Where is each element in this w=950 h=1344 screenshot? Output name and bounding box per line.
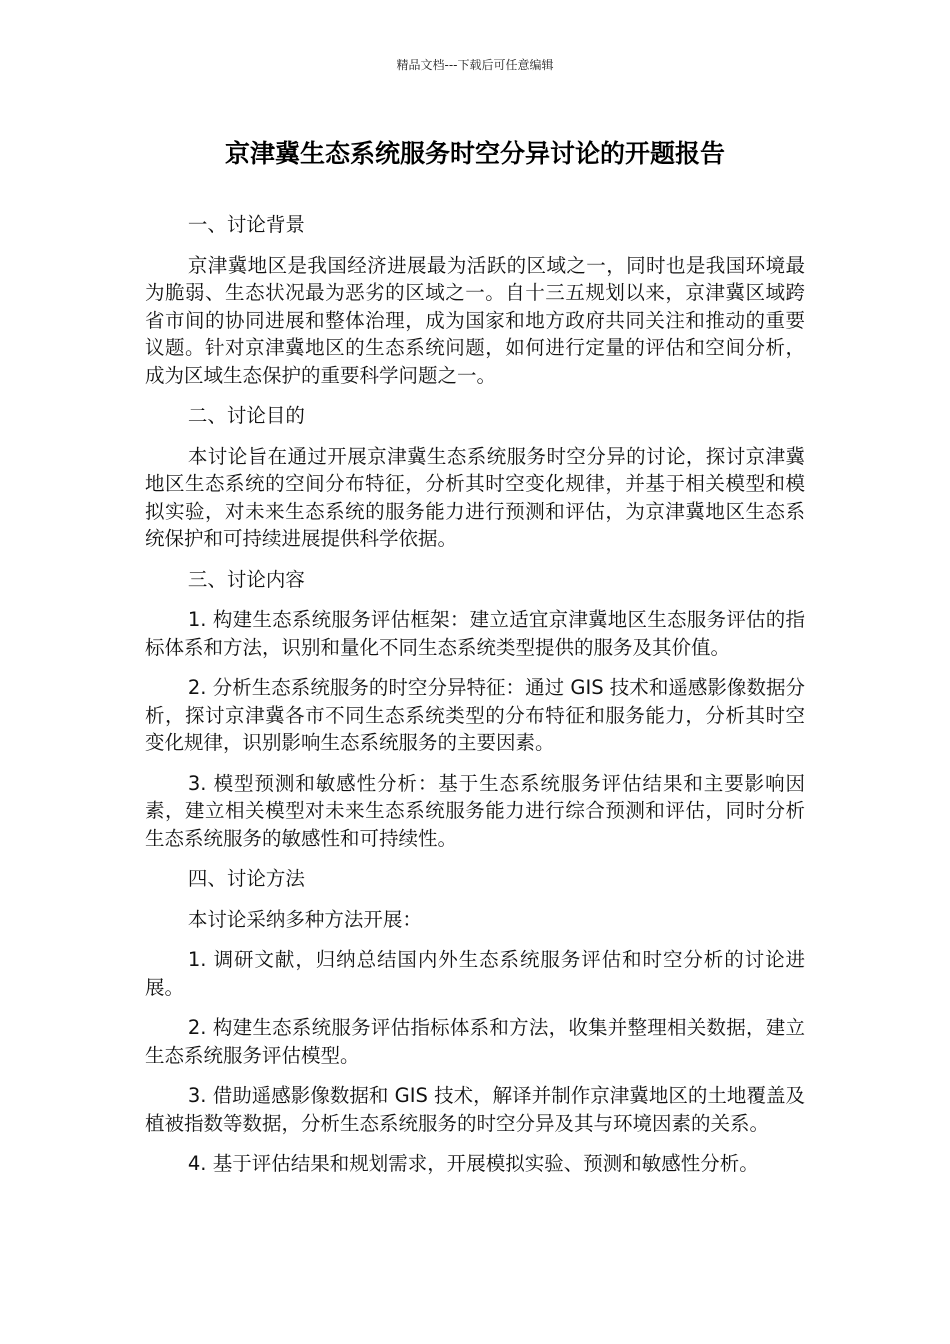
section-heading-methods: 四、讨论方法: [187, 867, 305, 890]
content-item-1: 1. 构建生态系统服务评估框架：建立适宜京津冀地区生态服务评估的指标体系和方法，识别和量化不同生态系统类型提供的服务及其价值。: [145, 608, 805, 659]
methods-item-4: 4. 基于评估结果和规划需求，开展模拟实验、预测和敏感性分析。: [187, 1152, 759, 1175]
background-paragraph: 京津冀地区是我国经济进展最为活跃的区域之一，同时也是我国环境最为脆弱、生态状况最为恶劣的区域之一。自十三五规划以来，京津冀区域跨省市间的协同进展和整体治理，成为国家和地方政府共同关注和推动的重要议题。针对京津冀地区的生态系统问题，如何进行定量的评估和空间分析，成为区域生态保护的重要科学问题之一。: [145, 253, 805, 387]
methods-item-3: 3. 借助遥感影像数据和 GIS 技术，解译并制作京津冀地区的土地覆盖及植被指数等数据，分析生态系统服务的时空分异及其与环境因素的关系。: [145, 1084, 805, 1135]
purpose-paragraph: 本讨论旨在通过开展京津冀生态系统服务时空分异的讨论，探讨京津冀地区生态系统的空间分布特征，分析其时空变化规律，并基于相关模型和模拟实验，对未来生态系统的服务能力进行预测和评估，为京津冀地区生态系统保护和可持续进展提供科学依据。: [145, 444, 805, 550]
methods-item-1: 1. 调研文献，归纳总结国内外生态系统服务评估和时空分析的讨论进展。: [145, 948, 805, 999]
section-heading-background: 一、讨论背景: [187, 213, 305, 236]
content-item-2: 2. 分析生态系统服务的时空分异特征：通过 GIS 技术和遥感影像数据分析，探讨京津冀各市不同生态系统类型的分布特征和服务能力，分析其时空变化规律，识别影响生态系统服务的主要因素。: [145, 676, 805, 754]
content-item-3: 3. 模型预测和敏感性分析：基于生态系统服务评估结果和主要影响因素，建立相关模型对未来生态系统服务能力进行综合预测和评估，同时分析生态系统服务的敏感性和可持续性。: [145, 771, 805, 850]
document-body: [145, 211, 805, 1191]
methods-item-2: 2. 构建生态系统服务评估指标体系和方法，收集并整理相关数据，建立生态系统服务评估模型。: [145, 1016, 805, 1067]
section-heading-purpose: 二、讨论目的: [187, 404, 305, 427]
page-header: 精品文档---下载后可任意编辑: [396, 58, 554, 72]
document-title: 京津冀生态系统服务时空分异讨论的开题报告: [224, 139, 725, 168]
section-heading-content: 三、讨论内容: [187, 567, 305, 591]
methods-intro: 本讨论采纳多种方法开展：: [187, 907, 422, 931]
